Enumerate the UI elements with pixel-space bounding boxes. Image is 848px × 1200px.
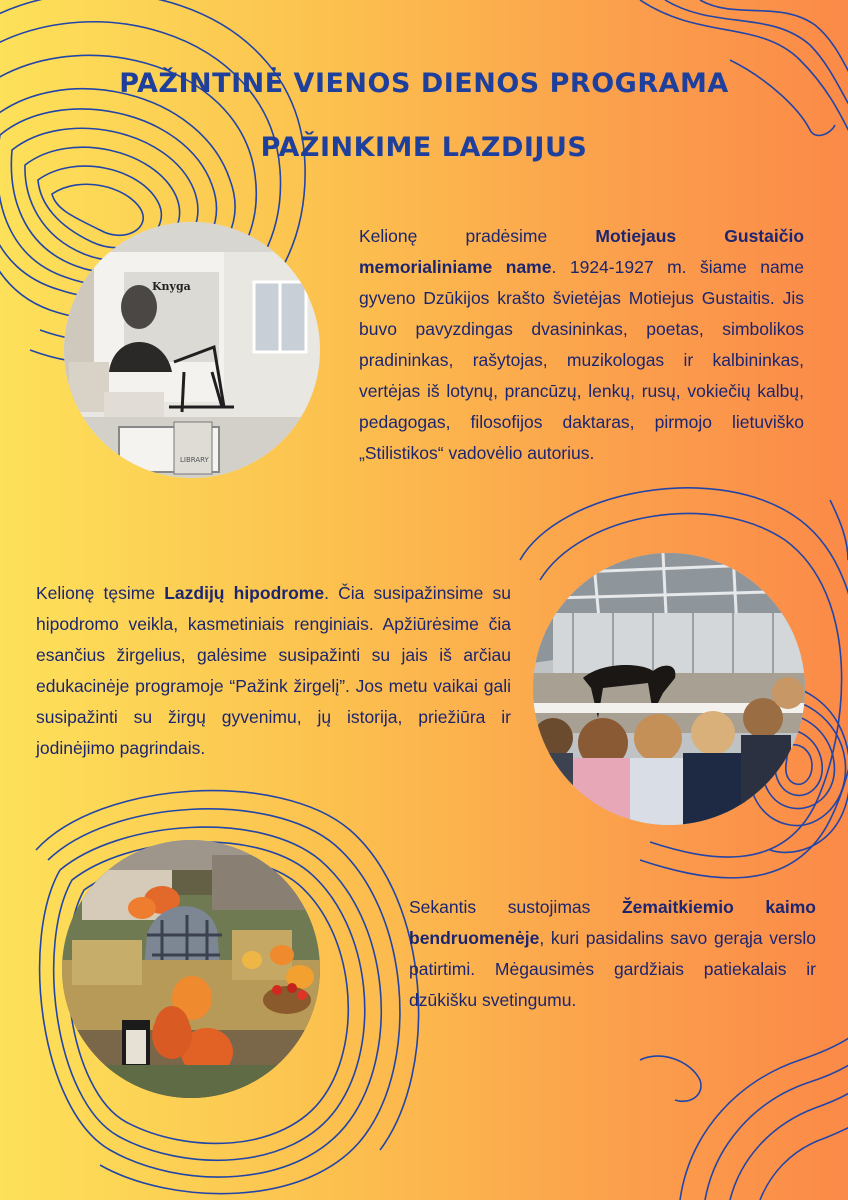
text-intro: Kelionę pradėsime <box>359 226 596 246</box>
pumpkin-decor-photo <box>62 840 320 1098</box>
memorial-house-paragraph <box>359 221 804 469</box>
text-body: . Čia susipažinsime su hipodromo veikla, kasmetiniais renginiais. Apžiūrėsime čia esančius žirgelius, galėsime susipažinti su jais iš arčiau edukacinėje programoje “Pažink žirgelį”. Jos metu vaikai gali susipažinti su žirgų gyvenimu, jų istorija, priežiūra ir jodinėjimo pagrindais. <box>36 583 511 758</box>
memorial-house-photo <box>64 222 320 478</box>
photo-library-label: LIBRARY <box>180 456 209 464</box>
community-paragraph <box>409 892 816 1016</box>
text-intro: Kelionę tęsime <box>36 583 165 603</box>
contour-bottom-right <box>640 1030 848 1200</box>
program-title: PAŽINTINĖ VIENOS DIENOS PROGRAMA <box>119 68 729 99</box>
text-highlight: Žemaitkiemio kaimo bendruomenėje <box>409 897 816 948</box>
hippodrome-photo <box>533 553 805 825</box>
photo-knyga-text: Knyga <box>152 280 191 293</box>
program-subtitle: PAŽINKIME LAZDIJUS <box>260 132 588 163</box>
hippodrome-paragraph <box>36 578 511 764</box>
text-body: . 1924-1927 m. šiame name gyveno Dzūkijos krašto švietėjas Motiejus Gustaitis. Jis buvo pavyzdingas dvasininkas, poetas, simbolikos pradininkas, rašytojas, muzikologas ir kalbininkas, vertėjas iš lotynų, prancūzų, lenkų, rusų, vokiečių kalbų, pedagogas, filosofijos daktaras, pirmojo lietuviško „Stilistikos“ vadovėlio autorius. <box>359 257 804 463</box>
text-intro: Sekantis sustojimas <box>409 897 622 917</box>
text-highlight: Lazdijų hipodrome <box>164 583 325 603</box>
text-highlight: Motiejaus Gustaičio memorialiniame name <box>359 226 805 277</box>
text-body: , kuri pasidalins savo gerąja verslo patirtimi. Mėgausimės gardžiais patiekalais ir dzūkišku svetingumu. <box>409 928 816 1010</box>
